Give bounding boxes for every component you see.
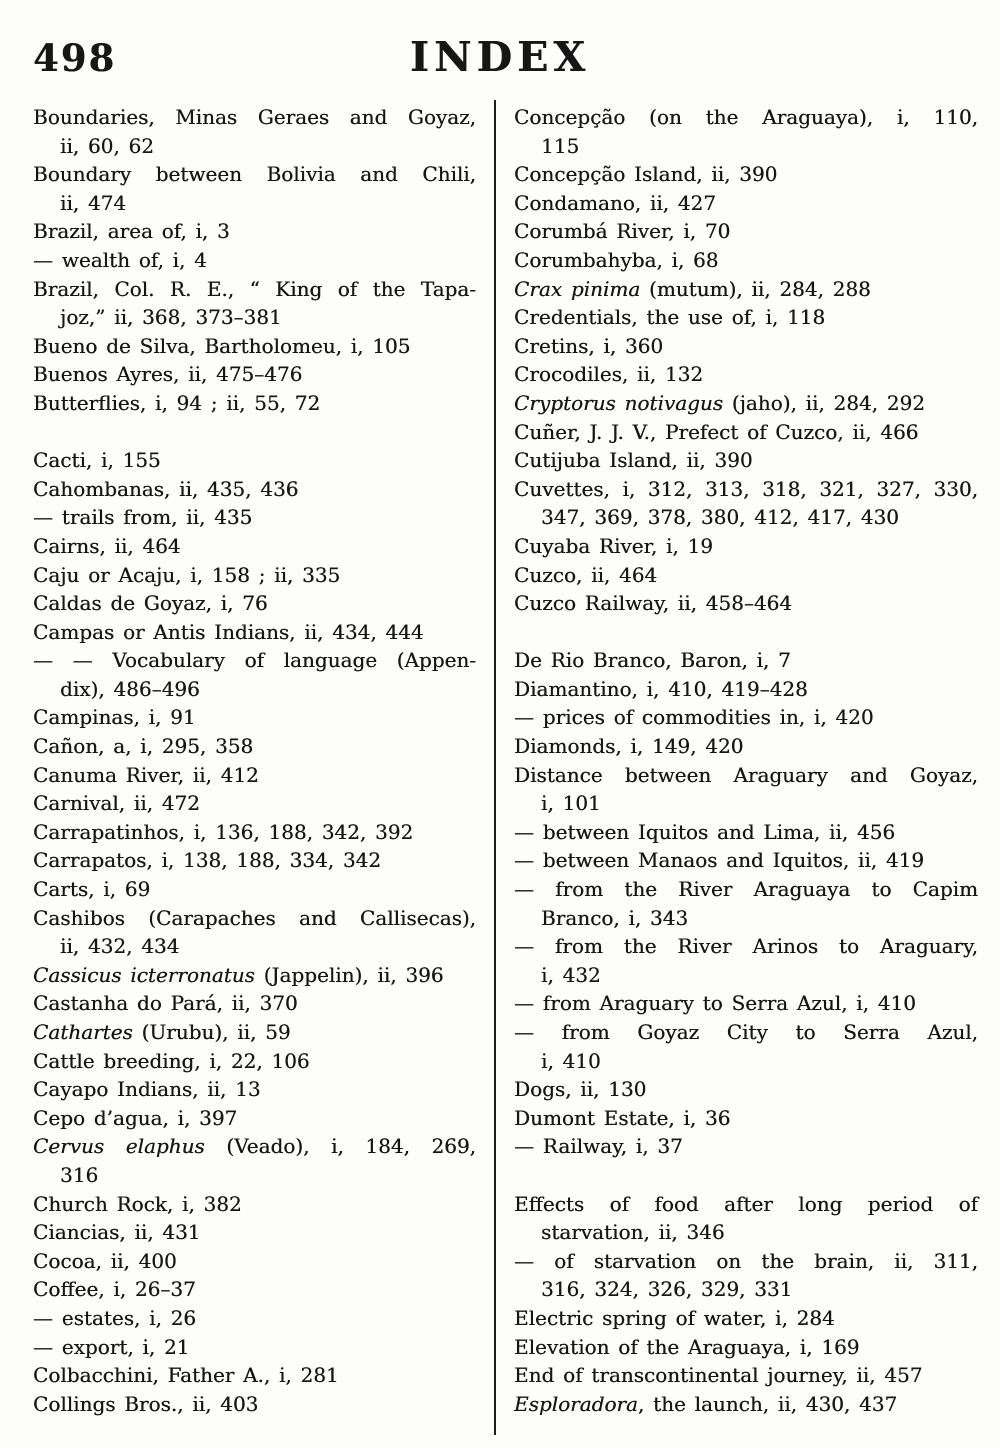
entry-text: Caldas de Goyaz, i, 76 bbox=[33, 591, 268, 616]
index-line bbox=[33, 332, 476, 361]
entry-text: i, 410 bbox=[541, 1048, 601, 1073]
index-line bbox=[33, 618, 476, 647]
index-line bbox=[33, 703, 476, 732]
index-line bbox=[514, 503, 978, 532]
entry-text: Campinas, i, 91 bbox=[33, 705, 196, 730]
entry-text: Cashibos (Carapaches and Callisecas), bbox=[33, 905, 476, 930]
index-line bbox=[514, 1104, 978, 1133]
entry-text: — between Manaos and Iquitos, ii, 419 bbox=[514, 848, 925, 873]
entry-text: i, 101 bbox=[541, 791, 601, 816]
index-line bbox=[514, 246, 978, 275]
entry-text: Church Rock, i, 382 bbox=[33, 1191, 242, 1216]
entry-text: Concepção (on the Araguaya), i, 110, bbox=[514, 105, 978, 129]
index-line bbox=[33, 1190, 476, 1219]
entry-text: — of starvation on the brain, ii, 311, bbox=[514, 1248, 978, 1273]
index-line bbox=[514, 1132, 978, 1161]
entry-text: Cairns, ii, 464 bbox=[33, 533, 181, 558]
entry-text: Carts, i, 69 bbox=[33, 877, 151, 902]
entry-text: End of transcontinental journey, ii, 457 bbox=[514, 1363, 923, 1388]
entry-text: Cahombanas, ii, 435, 436 bbox=[33, 476, 299, 501]
entry-text: — from Goyaz City to Serra Azul, bbox=[514, 1020, 978, 1044]
entry-text: ii, 432, 434 bbox=[60, 934, 180, 959]
entry-text: 316, 324, 326, 329, 331 bbox=[541, 1277, 793, 1302]
italic-term: Esploradora bbox=[514, 1391, 638, 1416]
index-line bbox=[33, 132, 476, 161]
index-line bbox=[514, 160, 978, 189]
entry-text: — — Vocabulary of language (Appen- bbox=[33, 648, 476, 673]
index-line bbox=[514, 703, 978, 732]
index-line bbox=[33, 932, 476, 961]
entry-text: Campas or Antis Indians, ii, 434, 444 bbox=[33, 619, 424, 644]
entry-text: Cuñer, J. J. V., Prefect of Cuzco, ii, 466 bbox=[514, 419, 919, 444]
entry-text: Cattle breeding, i, 22, 106 bbox=[33, 1048, 310, 1073]
entry-text: dix), 486–496 bbox=[60, 676, 200, 701]
index-line bbox=[33, 589, 476, 618]
index-line bbox=[33, 360, 476, 389]
index-line bbox=[33, 217, 476, 246]
index-line bbox=[33, 275, 476, 304]
entry-text: Cuzco Railway, ii, 458–464 bbox=[514, 591, 793, 616]
index-line bbox=[514, 961, 978, 990]
entry-text: Canuma River, ii, 412 bbox=[33, 762, 259, 787]
index-line bbox=[514, 589, 978, 618]
index-line bbox=[33, 389, 476, 418]
entry-text: Cuyaba River, i, 19 bbox=[514, 533, 713, 558]
entry-text: Brazil, area of, i, 3 bbox=[33, 219, 230, 244]
entry-text: Credentials, the use of, i, 118 bbox=[514, 305, 826, 330]
entry-text: Ciancias, ii, 431 bbox=[33, 1220, 201, 1245]
entry-text: Concepção Island, ii, 390 bbox=[514, 162, 778, 187]
entry-text: Corumbá River, i, 70 bbox=[514, 219, 731, 244]
entry-text: — trails from, ii, 435 bbox=[33, 505, 253, 530]
entry-text: Collings Bros., ii, 403 bbox=[33, 1391, 259, 1416]
index-line bbox=[514, 1275, 978, 1304]
index-line bbox=[33, 1047, 476, 1076]
entry-text: Cutijuba Island, ii, 390 bbox=[514, 448, 753, 473]
entry-text: Brazil, Col. R. E., “ King of the Tapa- bbox=[33, 276, 476, 301]
index-line bbox=[33, 1161, 476, 1190]
column-divider bbox=[494, 100, 496, 1435]
index-line bbox=[514, 846, 978, 875]
index-line bbox=[33, 675, 476, 704]
index-line bbox=[514, 561, 978, 590]
section-gap bbox=[33, 418, 476, 447]
page-title: INDEX bbox=[409, 33, 591, 81]
index-line bbox=[514, 761, 978, 790]
entry-text: Cepo d’agua, i, 397 bbox=[33, 1105, 238, 1130]
entry-text: Carnival, ii, 472 bbox=[33, 791, 200, 816]
entry-text: — from the River Arinos to Araguary, bbox=[514, 934, 978, 959]
entry-text: (Jappelin), ii, 396 bbox=[254, 962, 444, 987]
index-line bbox=[33, 1132, 476, 1161]
index-line bbox=[514, 932, 978, 961]
entry-text: — export, i, 21 bbox=[33, 1334, 190, 1359]
index-line bbox=[514, 1075, 978, 1104]
entry-text: Bueno de Silva, Bartholomeu, i, 105 bbox=[33, 333, 411, 358]
index-line bbox=[33, 961, 476, 990]
entry-text: — from Araguary to Serra Azul, i, 410 bbox=[514, 991, 916, 1016]
entry-text: 115 bbox=[541, 133, 580, 158]
entry-text: (jaho), ii, 284, 292 bbox=[723, 390, 925, 415]
index-column-left bbox=[33, 103, 476, 1418]
entry-text: Boundaries, Minas Geraes and Goyaz, bbox=[33, 105, 476, 129]
entry-text: Cañon, a, i, 295, 358 bbox=[33, 734, 254, 759]
index-line bbox=[514, 675, 978, 704]
section-gap bbox=[514, 1161, 978, 1190]
index-line bbox=[33, 532, 476, 561]
index-line bbox=[33, 846, 476, 875]
index-line bbox=[33, 1218, 476, 1247]
entry-text: — prices of commodities in, i, 420 bbox=[514, 705, 874, 730]
index-line bbox=[514, 732, 978, 761]
index-line bbox=[514, 217, 978, 246]
index-line bbox=[33, 503, 476, 532]
entry-text: Colbacchini, Father A., i, 281 bbox=[33, 1363, 339, 1388]
entry-text: Cretins, i, 360 bbox=[514, 333, 664, 358]
index-line bbox=[514, 446, 978, 475]
entry-text: Elevation of the Araguaya, i, 169 bbox=[514, 1334, 860, 1359]
entry-text: Boundary between Bolivia and Chili, bbox=[33, 162, 476, 187]
italic-term: Cathartes bbox=[33, 1020, 133, 1044]
index-line bbox=[514, 1018, 978, 1047]
index-line bbox=[33, 103, 476, 132]
index-line bbox=[33, 1104, 476, 1133]
entry-text: — from the River Araguaya to Capim bbox=[514, 877, 978, 902]
entry-text: De Rio Branco, Baron, i, 7 bbox=[514, 648, 791, 673]
entry-text: (Veado), i, 184, 269, bbox=[204, 1134, 476, 1159]
index-line bbox=[514, 532, 978, 561]
italic-term: Cervus elaphus bbox=[33, 1134, 205, 1159]
italic-term: Crax pinima bbox=[514, 276, 641, 301]
index-line bbox=[514, 103, 978, 132]
entry-text: — between Iquitos and Lima, ii, 456 bbox=[514, 819, 896, 844]
entry-text: Branco, i, 343 bbox=[541, 905, 689, 930]
index-line bbox=[33, 1361, 476, 1390]
index-line bbox=[514, 275, 978, 304]
entry-text: Corumbahyba, i, 68 bbox=[514, 247, 719, 272]
index-line bbox=[514, 1190, 978, 1219]
index-line bbox=[33, 732, 476, 761]
entry-text: Cacti, i, 155 bbox=[33, 448, 161, 473]
entry-text: , the launch, ii, 430, 437 bbox=[637, 1391, 898, 1416]
entry-text: ii, 60, 62 bbox=[60, 133, 154, 158]
index-line bbox=[33, 475, 476, 504]
entry-text: (Urubu), ii, 59 bbox=[132, 1020, 291, 1044]
entry-text: joz,” ii, 368, 373–381 bbox=[60, 305, 282, 330]
section-gap bbox=[514, 618, 978, 647]
index-line bbox=[514, 360, 978, 389]
index-line bbox=[514, 989, 978, 1018]
index-line bbox=[33, 989, 476, 1018]
entry-text: ii, 474 bbox=[60, 190, 127, 215]
index-line bbox=[514, 818, 978, 847]
index-line bbox=[33, 904, 476, 933]
index-line bbox=[514, 418, 978, 447]
italic-term: Cryptorus notivagus bbox=[514, 390, 724, 415]
entry-text: Distance between Araguary and Goyaz, bbox=[514, 762, 978, 787]
index-line bbox=[33, 246, 476, 275]
index-line bbox=[33, 303, 476, 332]
index-line bbox=[33, 1390, 476, 1419]
entry-text: — estates, i, 26 bbox=[33, 1305, 197, 1330]
index-line bbox=[33, 875, 476, 904]
entry-text: Caju or Acaju, i, 158 ; ii, 335 bbox=[33, 562, 341, 587]
entry-text: 347, 369, 378, 380, 412, 417, 430 bbox=[541, 505, 899, 530]
index-line bbox=[33, 1275, 476, 1304]
entry-text: Crocodiles, ii, 132 bbox=[514, 362, 704, 387]
index-line bbox=[33, 789, 476, 818]
index-line bbox=[33, 1304, 476, 1333]
index-column-right bbox=[514, 103, 978, 1418]
index-line bbox=[33, 1333, 476, 1362]
entry-text: Diamantino, i, 410, 419–428 bbox=[514, 676, 808, 701]
entry-text: Butterflies, i, 94 ; ii, 55, 72 bbox=[33, 390, 321, 415]
entry-text: Carrapatos, i, 138, 188, 334, 342 bbox=[33, 848, 382, 873]
index-line bbox=[514, 475, 978, 504]
index-line bbox=[514, 904, 978, 933]
index-line bbox=[514, 132, 978, 161]
index-line bbox=[33, 1247, 476, 1276]
entry-text: Buenos Ayres, ii, 475–476 bbox=[33, 362, 303, 387]
entry-text: 316 bbox=[60, 1162, 99, 1187]
entry-text: Castanha do Pará, ii, 370 bbox=[33, 991, 298, 1016]
index-line bbox=[514, 303, 978, 332]
index-line bbox=[514, 389, 978, 418]
index-line bbox=[514, 1361, 978, 1390]
index-line bbox=[33, 189, 476, 218]
index-line bbox=[514, 1047, 978, 1076]
index-line bbox=[514, 189, 978, 218]
index-line bbox=[514, 1218, 978, 1247]
entry-text: Effects of food after long period of bbox=[514, 1191, 978, 1216]
index-line bbox=[33, 160, 476, 189]
entry-text: Electric spring of water, i, 284 bbox=[514, 1305, 835, 1330]
index-line bbox=[514, 1390, 978, 1419]
entry-text: Dogs, ii, 130 bbox=[514, 1077, 647, 1102]
index-line bbox=[514, 1304, 978, 1333]
index-line bbox=[514, 875, 978, 904]
index-line bbox=[33, 1018, 476, 1047]
entry-text: i, 432 bbox=[541, 962, 601, 987]
index-line bbox=[514, 1333, 978, 1362]
entry-text: Cuvettes, i, 312, 313, 318, 321, 327, 330, bbox=[514, 476, 978, 501]
entry-text: Diamonds, i, 149, 420 bbox=[514, 734, 744, 759]
entry-text: Carrapatinhos, i, 136, 188, 342, 392 bbox=[33, 819, 414, 844]
entry-text: Dumont Estate, i, 36 bbox=[514, 1105, 731, 1130]
index-line bbox=[33, 818, 476, 847]
entry-text: (mutum), ii, 284, 288 bbox=[640, 276, 871, 301]
page-number: 498 bbox=[33, 36, 117, 80]
entry-text: — Railway, i, 37 bbox=[514, 1134, 683, 1159]
index-line bbox=[514, 332, 978, 361]
index-line bbox=[514, 646, 978, 675]
index-line bbox=[33, 561, 476, 590]
index-line bbox=[33, 761, 476, 790]
index-line bbox=[33, 646, 476, 675]
italic-term: Cassicus icterronatus bbox=[33, 962, 255, 987]
index-line bbox=[33, 446, 476, 475]
entry-text: Coffee, i, 26–37 bbox=[33, 1277, 196, 1302]
index-line bbox=[514, 789, 978, 818]
entry-text: Cayapo Indians, ii, 13 bbox=[33, 1077, 261, 1102]
entry-text: Cuzco, ii, 464 bbox=[514, 562, 658, 587]
entry-text: Condamano, ii, 427 bbox=[514, 190, 716, 215]
entry-text: starvation, ii, 346 bbox=[541, 1220, 725, 1245]
entry-text: Cocoa, ii, 400 bbox=[33, 1248, 177, 1273]
index-line bbox=[33, 1075, 476, 1104]
entry-text: — wealth of, i, 4 bbox=[33, 247, 207, 272]
index-line bbox=[514, 1247, 978, 1276]
